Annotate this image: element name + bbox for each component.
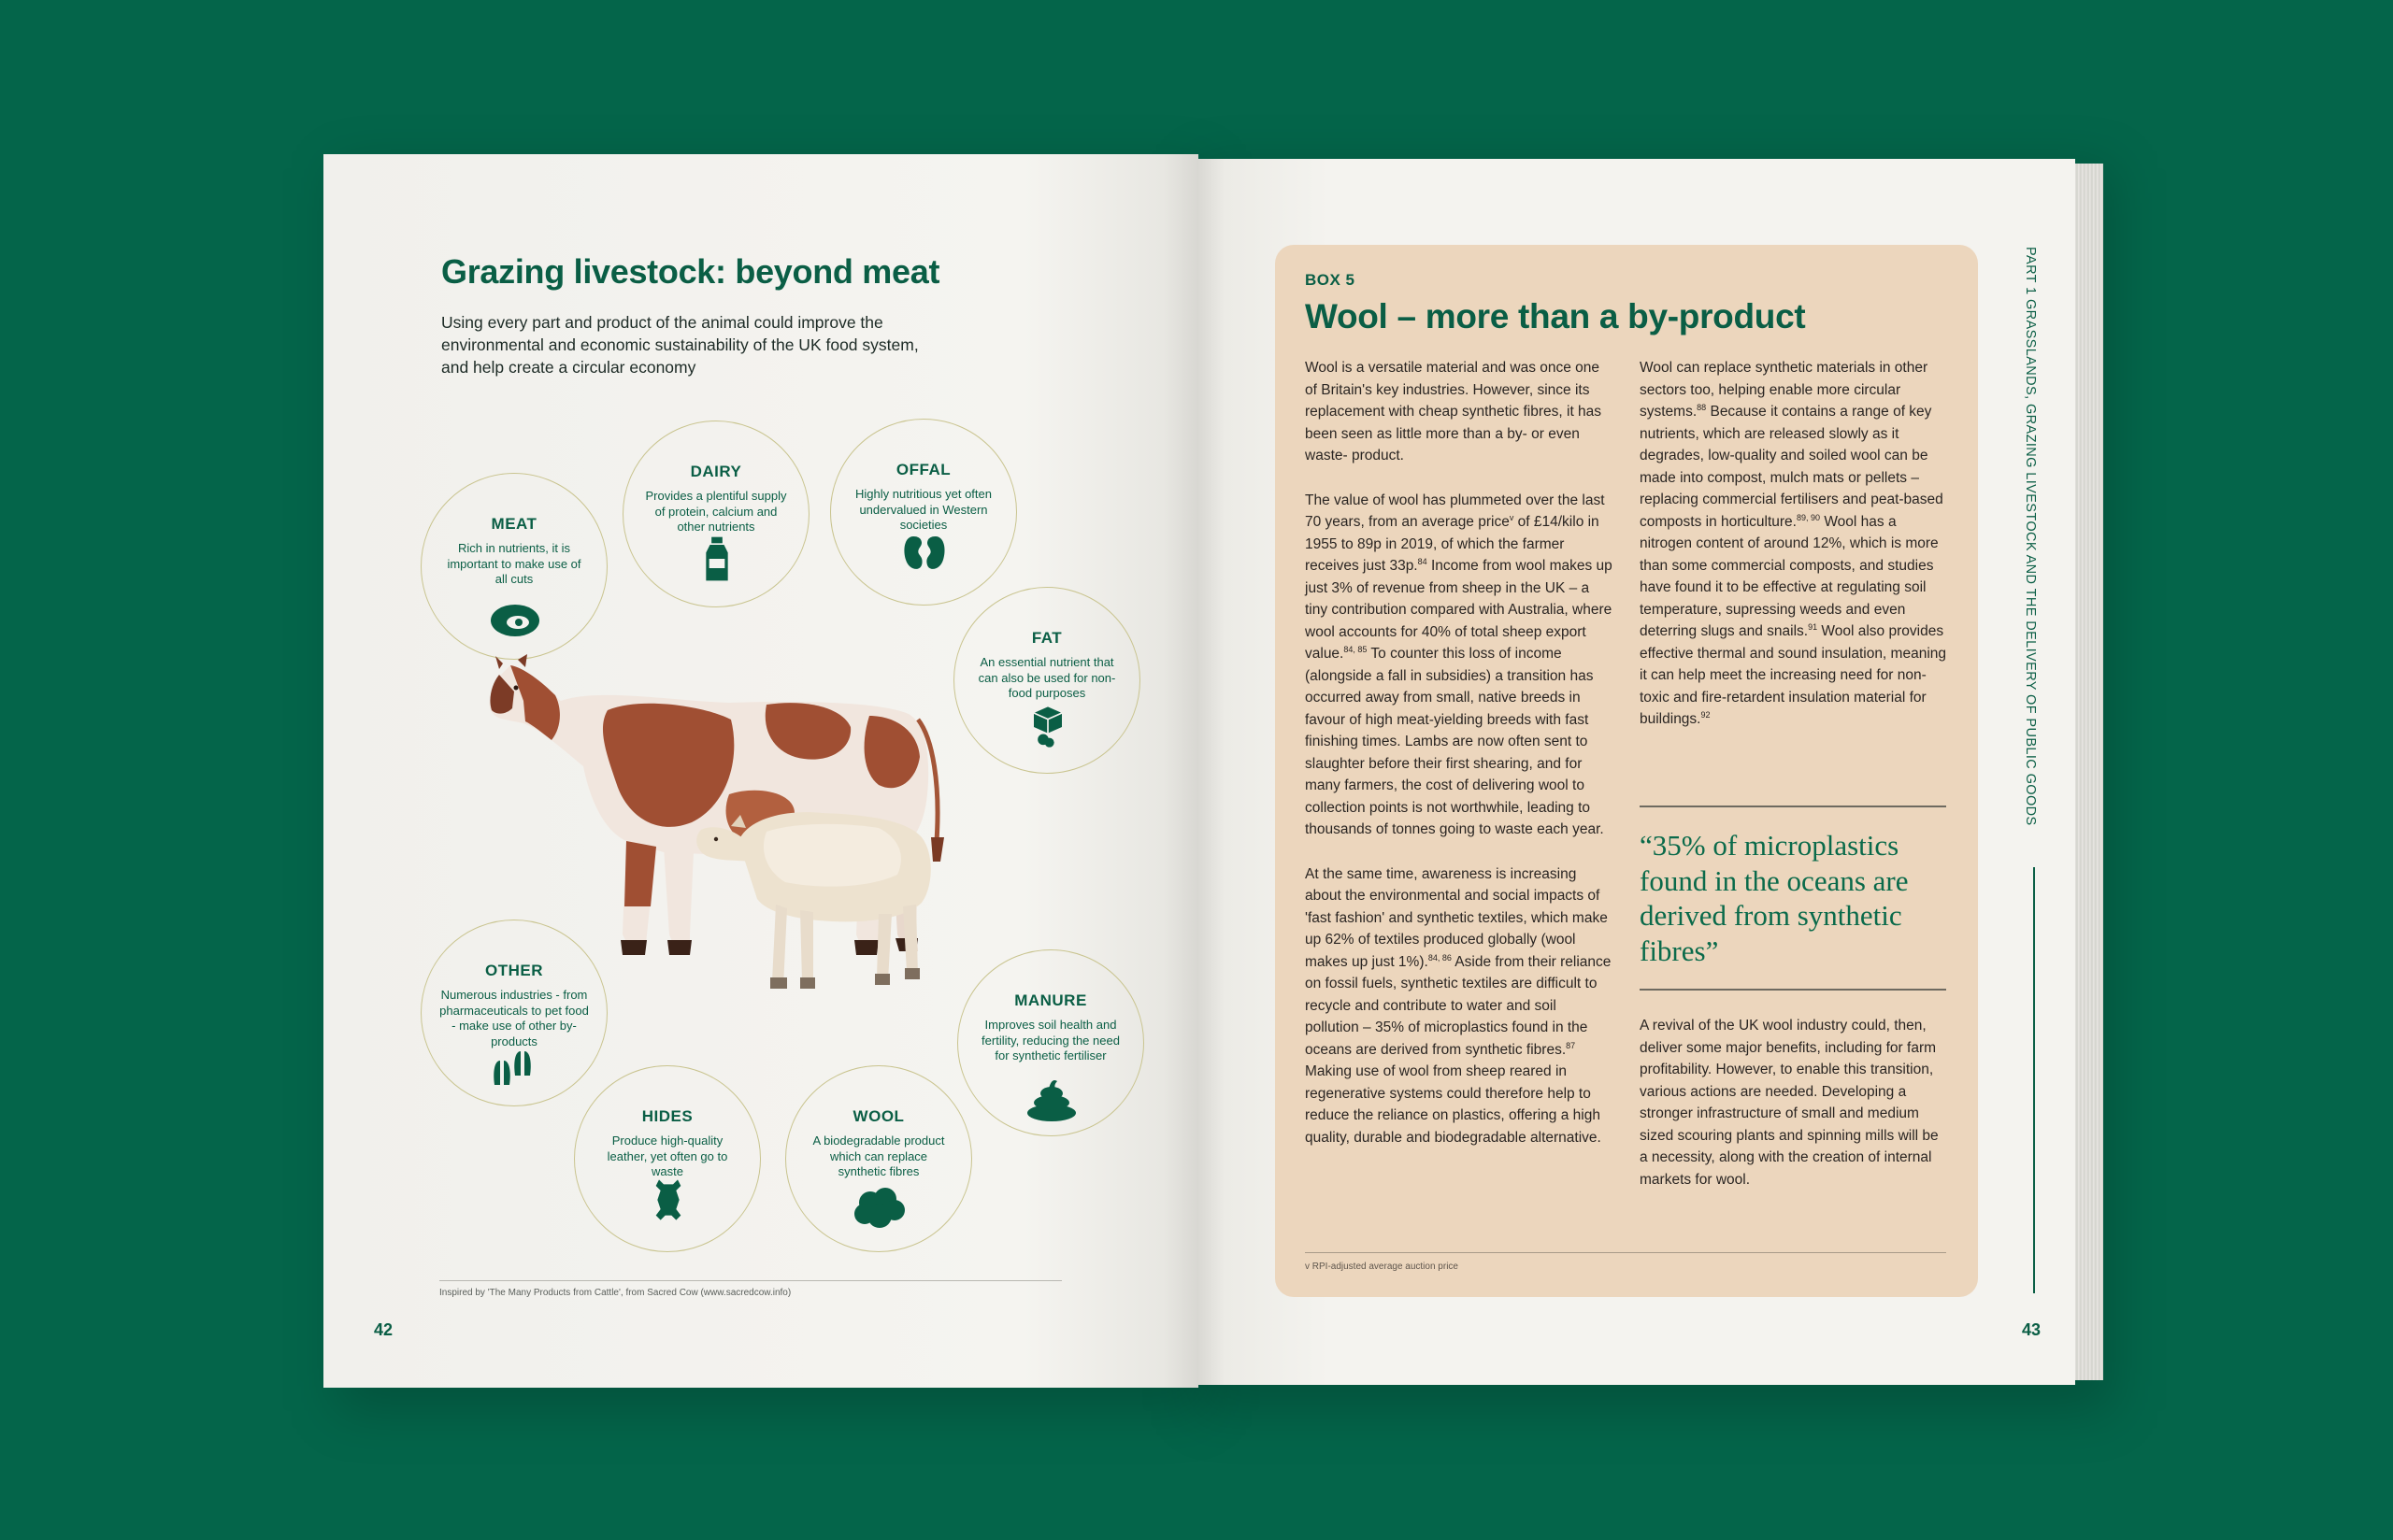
box-footnote: v RPI-adjusted average auction price bbox=[1305, 1262, 1458, 1272]
left-footnote: Inspired by 'The Many Products from Cattle', from Sacred Cow (www.sacredcow.info) bbox=[439, 1288, 792, 1298]
wool-icon bbox=[852, 1184, 908, 1231]
hide-icon bbox=[640, 1176, 696, 1223]
col2-paragraph-1: Wool can replace synthetic materials in other sectors too, helping enable more circular systems.$^{88}$ Because it contains a range of key nutrients, which are released slowly as it degrades, low-quality and soiled wool can be made into compost, mulch mats or pellets – replacing commercial fertilisers and peat-based composts in horticulture.$^{89, 90}$ Wool has a nitrogen content of around 12%, which is more than some commercial composts, and studies have found it to be effective at regulating soil temperature, supressing weeds and even deterring slugs and snails.$^{91}$ Wool also provides effective thermal and sound insulation, meaning it can help meet the increasing need for non-toxic and fire-retardent insulation material for buildings.$^{92}$ bbox=[1640, 360, 1947, 727]
meat-circle bbox=[421, 473, 608, 660]
sheep-illustration bbox=[696, 812, 931, 989]
manure-circle bbox=[957, 949, 1144, 1136]
col1-paragraph-1: Wool is a versatile material and was once one of Britain's key industries. However, since its replacement with cheap synthetic fibres, it has been seen as little more than a by- or even waste- product. bbox=[1305, 360, 1602, 463]
hides-title: HIDES bbox=[641, 1107, 694, 1125]
box-footnote-divider bbox=[1305, 1252, 1946, 1253]
offal-desc: Highly nutritious yet often undervalued in Western societies bbox=[855, 487, 992, 532]
other-desc: Numerous industries - from pharmaceuticals to pet food - make use of other by-products bbox=[439, 988, 589, 1048]
fat-title: FAT bbox=[1031, 629, 1063, 647]
other-title: OTHER bbox=[485, 962, 543, 979]
fat-desc: An essential nutrient that can also be used for non-food purposes bbox=[978, 655, 1116, 700]
steak-icon bbox=[487, 595, 543, 642]
col1-paragraph-3: At the same time, awareness is increasing about the environmental and social impacts of 'fast fashion' and synthetic textiles, which make up 62% of textiles produced globally (wool makes up just 1%).$^{84, 86}$ Aside from their reliance on fossil fuels, synthetic textiles are difficult to recycle and contribute to water and soil pollution – 35% of microplastics found in the oceans are derived from synthetic fibres.$^{87}$ Making use of wool from sheep reared in regenerative systems could therefore help to reduce the reliance on plastics, offering a high quality, durable and biodegradable alternative. bbox=[1305, 865, 1612, 1146]
offal-title: OFFAL bbox=[896, 461, 952, 478]
box-column-2-lower bbox=[1640, 1015, 1948, 1213]
dairy-title: DAIRY bbox=[690, 463, 742, 480]
meat-title: MEAT bbox=[491, 515, 537, 533]
quote-rule-top bbox=[1640, 806, 1946, 807]
manure-desc: Improves soil health and fertility, reducing the need for synthetic fertiliser bbox=[982, 1018, 1120, 1062]
box-label: BOX 5 bbox=[1305, 271, 1355, 289]
quote-rule-bottom bbox=[1640, 989, 1946, 991]
manure-icon bbox=[1024, 1076, 1080, 1122]
hides-desc: Produce high-quality leather, yet often go to waste bbox=[607, 1134, 728, 1178]
wool-circle bbox=[785, 1065, 972, 1252]
wool-title: WOOL bbox=[853, 1107, 905, 1125]
box-title: Wool – more than a by-product bbox=[1305, 297, 1806, 335]
dairy-desc: Provides a plentiful supply of protein, calcium and other nutrients bbox=[645, 489, 787, 534]
col2-paragraph-2: A revival of the UK wool industry could, then, deliver some major benefits, including for farm profitability. However, to enable this transition, various actions are needed. Developing a stronger infrastructure of small and medium sized scouring plants and spinning mills will be a necessity, along with the creation of internal markets for wool. bbox=[1640, 1018, 1939, 1188]
cow-and-sheep-illustration bbox=[486, 654, 982, 1019]
dairy-circle bbox=[623, 421, 810, 607]
col1-paragraph-2: The value of wool has plummeted over the last 70 years, from an average price$^v$ of £14/kilo in 1955 to 89p in 2019, of which the farmer receives just 33p.$^{84}$ Income from wool makes up just 3% of revenue from sheep in the UK – a tiny contribution compared with Australia, where wool accounts for 40% of total sheep export value.$^{84, 85}$ To counter this loss of income (alongside a fall in subsidies) a transition has occurred away from small, native breeds in favour of high meat-yielding breeds with fast finishing times. Lambs are now often sent to slaughter before their first shearing, and for many farmers, the cost of delivering wool to collection points is not worthwhile, leading to thousands of tonnes going to waste each year. bbox=[1305, 492, 1612, 837]
page-edges bbox=[2075, 164, 2103, 1380]
wool-desc: A biodegradable product which can replace synthetic fibres bbox=[812, 1134, 945, 1178]
left-page-intro: Using every part and product of the animal could improve the environmental and economic sustainability of the UK food system, and help create a circular economy bbox=[441, 313, 919, 377]
hides-circle bbox=[574, 1065, 761, 1252]
manure-title: MANURE bbox=[1014, 991, 1087, 1009]
page-number-left: 42 bbox=[374, 1320, 394, 1339]
box-column-2 bbox=[1640, 357, 1948, 753]
footnote-divider bbox=[439, 1280, 1062, 1281]
fat-circle bbox=[953, 587, 1140, 774]
section-side-line bbox=[2033, 867, 2035, 1293]
pull-quote: “35% of microplastics found in the oceans are derived from synthetic fibres” bbox=[1640, 829, 1909, 967]
page-number-right: 43 bbox=[2022, 1320, 2042, 1339]
section-side-label: PART 1 GRASSLANDS, GRAZING LIVESTOCK AND THE DELIVERY OF PUBLIC GOODS bbox=[2023, 247, 2038, 826]
meat-desc: Rich in nutrients, it is important to make use of all cuts bbox=[447, 541, 581, 586]
box-column-1 bbox=[1305, 357, 1613, 1171]
offal-circle bbox=[830, 419, 1017, 606]
milk-bottle-icon bbox=[689, 535, 745, 582]
left-page-title: Grazing livestock: beyond meat bbox=[441, 252, 940, 291]
hooves-icon bbox=[487, 1044, 543, 1091]
fat-cube-icon bbox=[1020, 704, 1076, 750]
kidneys-icon bbox=[896, 532, 953, 578]
